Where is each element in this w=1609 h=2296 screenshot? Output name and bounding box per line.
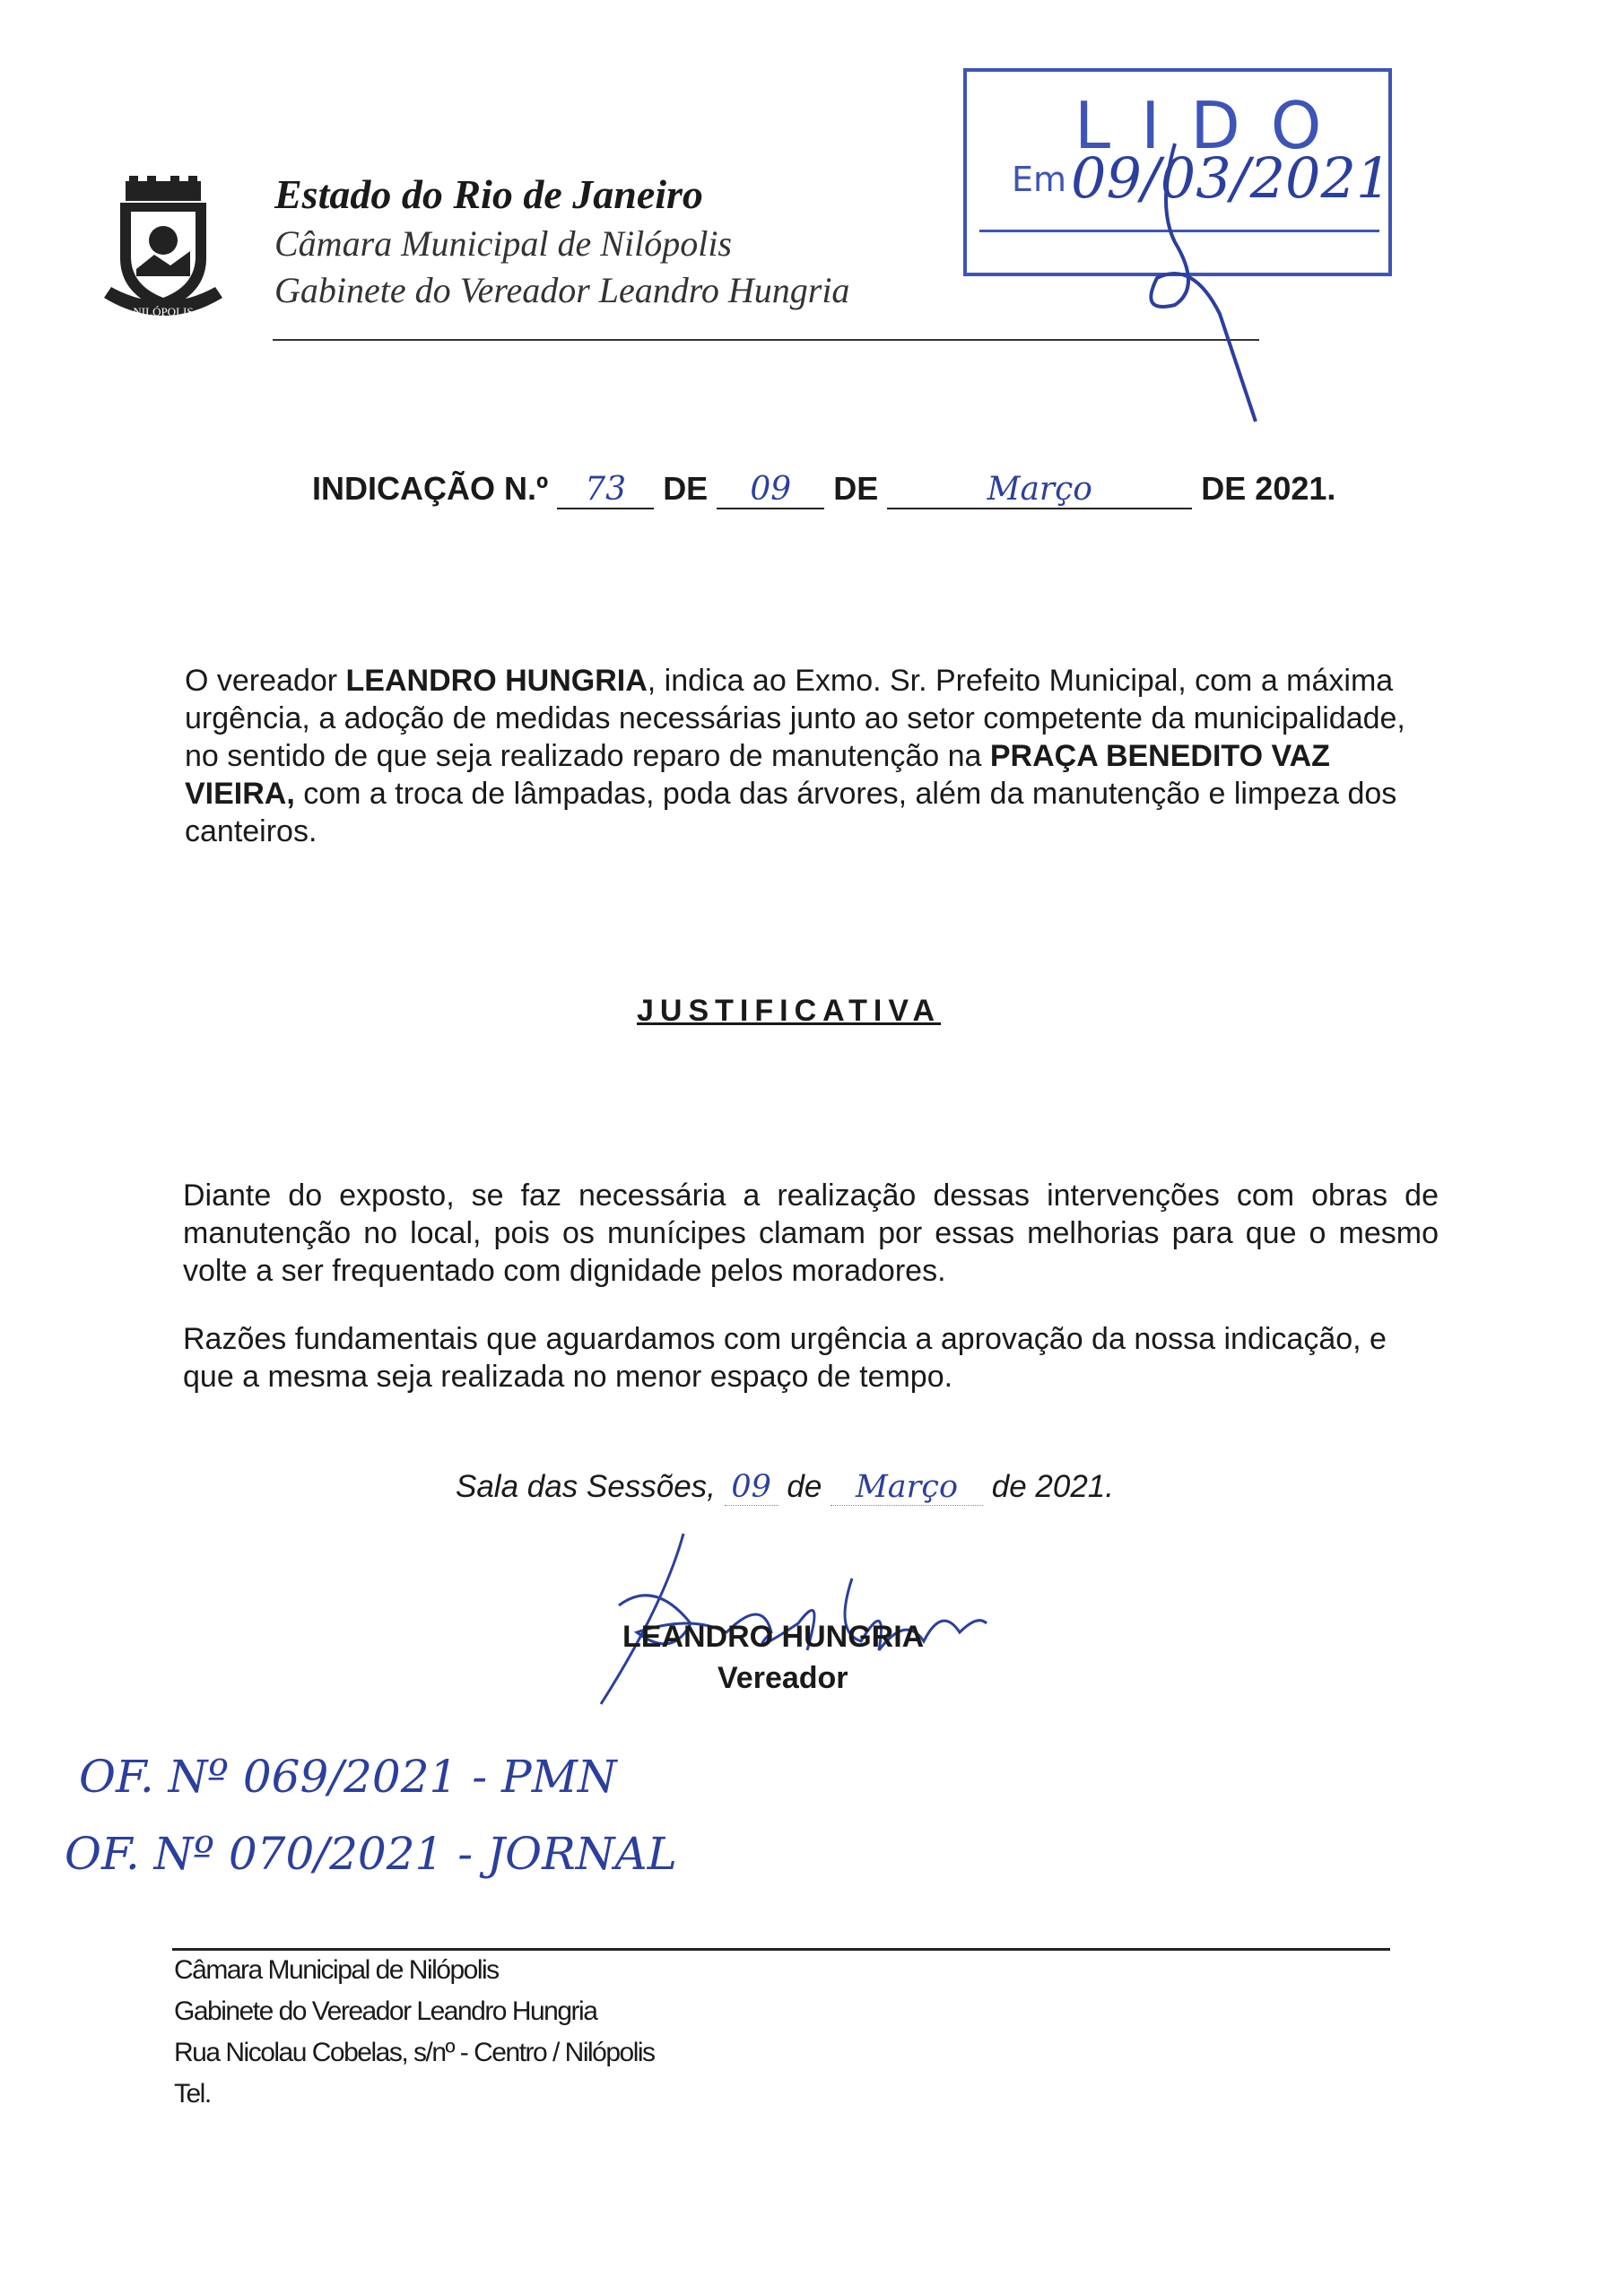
justification-heading: JUSTIFICATIVA — [637, 994, 942, 1028]
title-day: 09 — [717, 471, 824, 509]
handwritten-note-2: OF. Nº 070/2021 - JORNAL — [65, 1828, 677, 1880]
municipal-crest-logo — [100, 176, 226, 326]
header-state: Estado do Rio de Janeiro — [274, 171, 703, 217]
footer-divider — [172, 1948, 1390, 1951]
stamp-title: LIDO — [1074, 88, 1352, 163]
footer-chamber: Câmara Municipal de Nilópolis — [174, 1955, 499, 1985]
closing-de: de — [778, 1469, 831, 1504]
justification-paragraph-2: Razões fundamentais que aguardamos com urgência a aprovação da nossa indicação, e que a mesma seja realizada no menor espaço de tempo. — [183, 1322, 1387, 1394]
footer-office: Gabinete do Vereador Leandro Hungria — [174, 1996, 597, 2026]
justification-paragraph-1: Diante do exposto, se faz necessária a realização dessas intervenções com obras de manutenção no local, pois os munícipes clamam por essas melhorias para que o mesmo volte a ser frequentado com dignidade pelos moradores. — [183, 1178, 1439, 1288]
stamp-date: 09/03/2021 — [1071, 145, 1392, 211]
closing-month: Março — [831, 1469, 983, 1506]
closing-prefix: Sala das Sessões, — [456, 1469, 725, 1504]
title-number: 73 — [557, 471, 654, 509]
crest-banner-text: NILÓPOLIS — [133, 305, 194, 318]
closing-day: 09 — [725, 1469, 778, 1506]
title-label: INDICAÇÃO N.º — [312, 470, 549, 507]
signer-role: Vereador — [718, 1661, 848, 1695]
indication-title — [312, 470, 1335, 509]
title-de2: DE — [833, 470, 879, 507]
signer-name: LEANDRO HUNGRIA — [622, 1620, 925, 1654]
handwritten-note-1: OF. Nº 069/2021 - PMN — [79, 1751, 617, 1803]
indication-paragraph — [185, 662, 1431, 850]
stamp-initials-signature — [1121, 135, 1274, 430]
p1-councilor-name: LEANDRO HUNGRIA — [345, 664, 648, 698]
closing-line — [456, 1469, 1114, 1506]
closing-suffix: de 2021. — [983, 1469, 1114, 1504]
header-divider — [273, 339, 1259, 341]
p1-tail: com a troca de lâmpadas, poda das árvores, além da manutenção e limpeza dos canteiros. — [185, 777, 1397, 848]
p1-lead: O vereador — [185, 664, 346, 698]
footer-address: Rua Nicolau Cobelas, s/nº - Centro / Nilópolis — [174, 2038, 655, 2067]
p1-place-name: PRAÇA BENEDITO VAZ VIEIRA, — [185, 739, 1330, 811]
p1-body: , indica ao Exmo. Sr. Prefeito Municipal, com a máxima urgência, a adoção de medidas necessárias junto ao setor competente da municipalidade, no sentido de que seja realizado reparo de manutenção na — [185, 664, 1405, 773]
stamp-em-label: Em — [1012, 160, 1067, 199]
title-year: DE 2021. — [1201, 470, 1336, 507]
footer-phone: Tel. — [174, 2079, 211, 2109]
title-month: Março — [887, 471, 1192, 509]
header-chamber: Câmara Municipal de Nilópolis — [274, 223, 732, 264]
header-office: Gabinete do Vereador Leandro Hungria — [274, 270, 850, 310]
title-de1: DE — [663, 470, 709, 507]
